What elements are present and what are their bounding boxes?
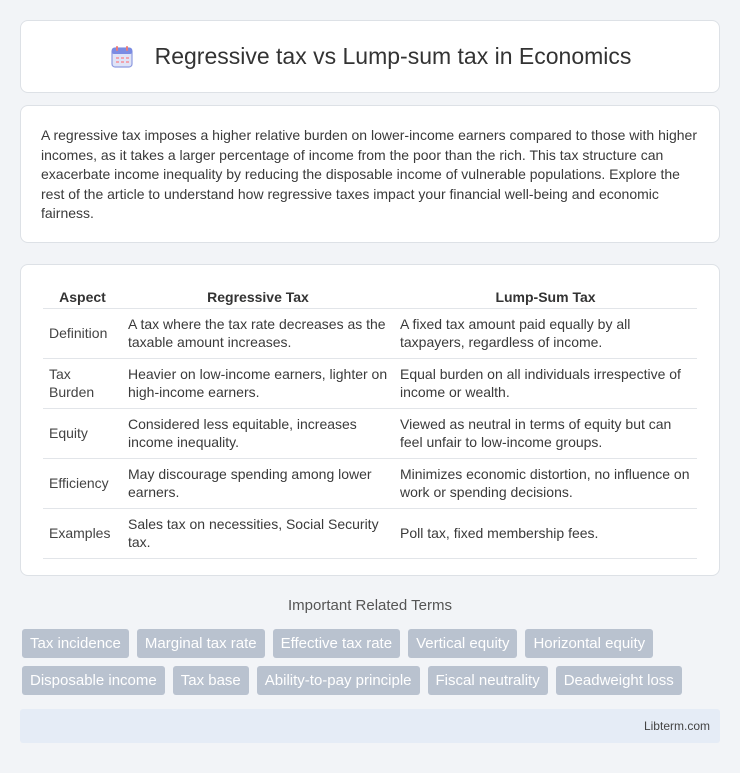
table-cell: Efficiency [43,459,122,509]
intro-text: A regressive tax imposes a higher relative burden on lower-income earners compared to those with higher incomes, as it takes a larger percentage of income from the poor than the rich. This tax structure can exacerbate income inequality by reducing the disposable income of vulnerable populations. Explore the rest of the article to understand how regressive taxes impact your financial well-being and economic fairness. [41,127,698,221]
term-tag[interactable]: Vertical equity [408,629,517,658]
term-tag[interactable]: Horizontal equity [525,629,653,658]
intro-card [20,105,720,243]
table-cell: Minimizes economic distortion, no influence on work or spending decisions. [394,459,697,509]
table-cell: Viewed as neutral in terms of equity but can feel unfair to low-income groups. [394,409,697,459]
term-tag[interactable]: Tax base [173,666,249,695]
term-tag[interactable]: Disposable income [22,666,165,695]
comparison-table [43,285,697,559]
table-cell: Poll tax, fixed membership fees. [394,509,697,559]
table-cell: Examples [43,509,122,559]
table-cell: Equal burden on all individuals irrespective of income or wealth. [394,359,697,409]
comparison-card [20,264,720,576]
table-header-regressive: Regressive Tax [122,285,394,309]
table-cell: Sales tax on necessities, Social Security tax. [122,509,394,559]
table-cell: Tax Burden [43,359,122,409]
term-tag[interactable]: Fiscal neutrality [428,666,548,695]
term-tag[interactable]: Ability-to-pay principle [257,666,420,695]
term-tag[interactable]: Marginal tax rate [137,629,265,658]
term-tag[interactable]: Deadweight loss [556,666,682,695]
term-tag[interactable]: Effective tax rate [273,629,400,658]
table-cell: A tax where the tax rate decreases as the taxable amount increases. [122,309,394,359]
table-cell: May discourage spending among lower earners. [122,459,394,509]
table-row [43,459,697,509]
related-terms-list [22,629,722,695]
calendar-icon [109,44,135,70]
table-cell: Considered less equitable, increases income inequality. [122,409,394,459]
term-tag[interactable]: Tax incidence [22,629,129,658]
table-row [43,409,697,459]
title-card [20,20,720,93]
footer-brand[interactable]: Libterm.com [643,719,710,733]
table-row [43,359,697,409]
footer [20,709,720,743]
table-cell: Heavier on low-income earners, lighter on high-income earners. [122,359,394,409]
page-title: Regressive tax vs Lump-sum tax in Economics [154,43,632,69]
table-cell: A fixed tax amount paid equally by all taxpayers, regardless of income. [394,309,697,359]
table-cell: Definition [43,309,122,359]
table-row [43,309,697,359]
table-cell: Equity [43,409,122,459]
table-header-aspect: Aspect [43,285,122,309]
table-header-lumpsum: Lump-Sum Tax [394,285,697,309]
table-row [43,509,697,559]
related-terms-title: Important Related Terms [288,597,452,614]
